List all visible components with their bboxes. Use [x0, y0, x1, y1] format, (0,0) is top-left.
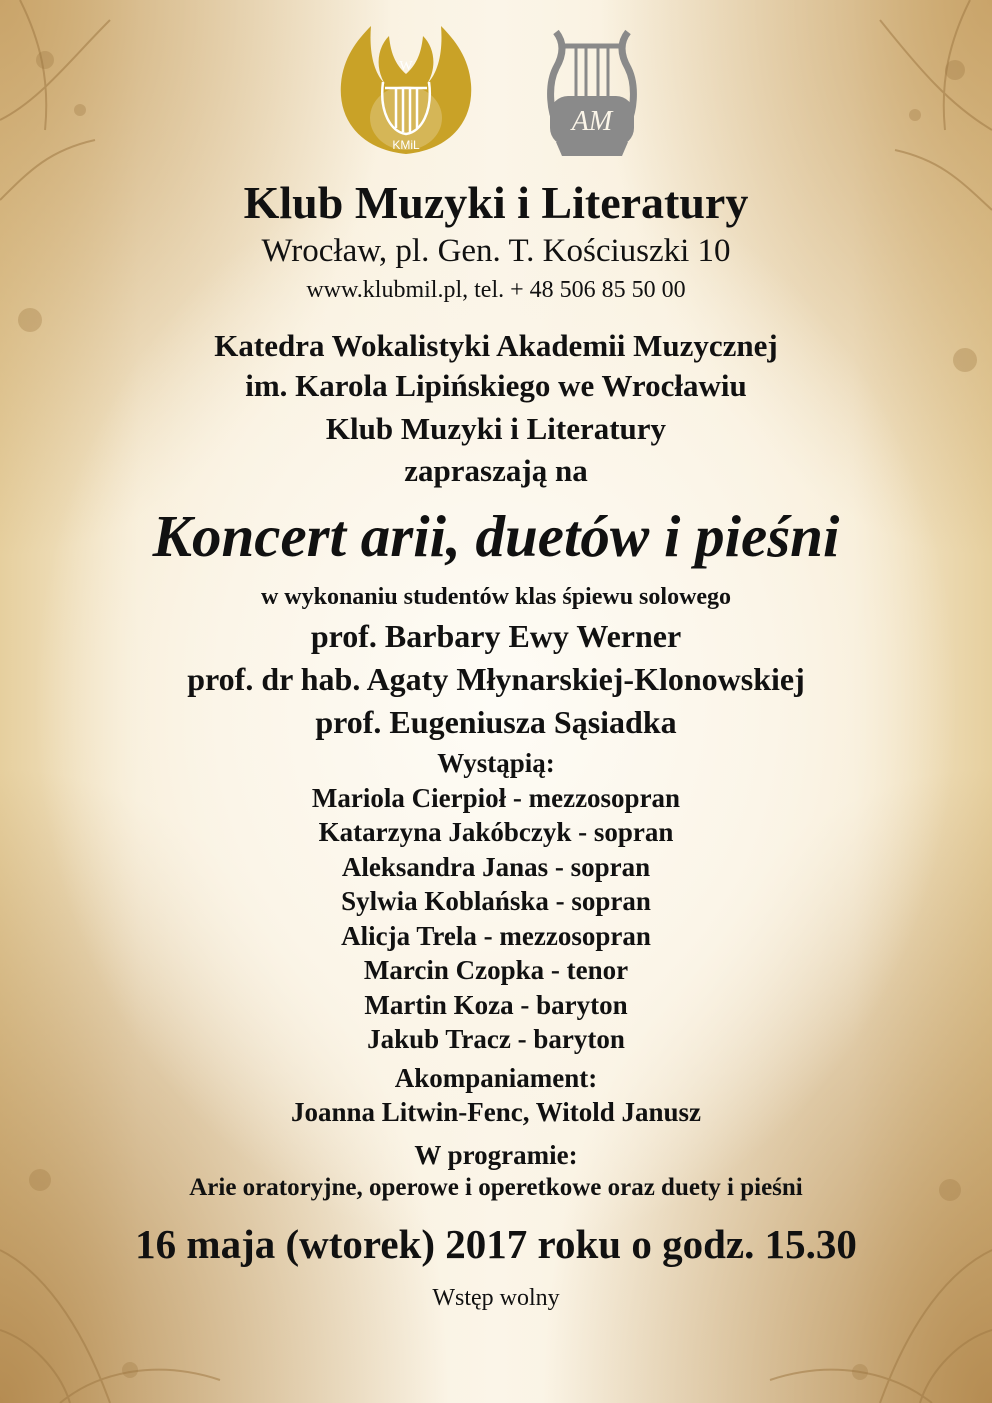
- club-contact: www.klubmil.pl, tel. + 48 506 85 50 00: [306, 277, 686, 303]
- performer-item: Jakub Tracz - baryton: [367, 1024, 625, 1054]
- performers-intro: w wykonaniu studentów klas śpiewu solowego: [260, 584, 732, 610]
- accompaniment-names: Joanna Litwin-Fenc, Witold Janusz: [290, 1097, 702, 1127]
- performer-item: Sylwia Koblańska - sopran: [341, 886, 651, 916]
- professor-name: prof. Barbary Ewy Werner: [310, 618, 682, 654]
- club-address: Wrocław, pl. Gen. T. Kościuszki 10: [261, 233, 731, 269]
- organizer-line: im. Karola Lipińskiego we Wrocławiu: [245, 368, 747, 403]
- performer-item: Martin Koza - baryton: [364, 990, 628, 1020]
- program-description: Arie oratoryjne, operowe i operetkowe oraz duety i pieśni: [189, 1174, 803, 1201]
- performer-item: Mariola Cierpioł - mezzosopran: [311, 783, 681, 813]
- performer-item: Marcin Czopka - tenor: [363, 955, 629, 985]
- invitation-line: zapraszają na: [404, 453, 588, 488]
- program-heading: W programie:: [414, 1140, 578, 1170]
- professor-name: prof. Eugeniusza Sąsiadka: [315, 704, 677, 740]
- performer-item: Aleksandra Janas - sopran: [341, 852, 651, 882]
- professor-name: prof. dr hab. Agaty Młynarskiej-Klonowskiej: [187, 661, 805, 697]
- performer-item: Alicja Trela - mezzosopran: [341, 921, 651, 951]
- concert-title: Koncert arii, duetów i pieśni: [152, 503, 840, 569]
- organizer-line: Klub Muzyki i Literatury: [325, 411, 667, 446]
- academy-logo: [542, 24, 642, 160]
- kmil-mark: W: [399, 59, 413, 74]
- club-name: Klub Muzyki i Literatury: [243, 177, 749, 228]
- kmil-logo: [333, 22, 479, 162]
- organizer-line: Katedra Wokalistyki Akademii Muzycznej: [214, 328, 778, 363]
- lyre-icon: [550, 32, 634, 156]
- performer-item: Katarzyna Jakóbczyk - sopran: [318, 817, 674, 847]
- entry-note: Wstęp wolny: [432, 1285, 560, 1311]
- kmil-text: KMiL: [392, 138, 420, 152]
- performers-heading: Wystąpią:: [437, 748, 555, 778]
- concert-date: 16 maja (wtorek) 2017 roku o godz. 15.30: [135, 1221, 857, 1267]
- academy-monogram: AM: [571, 106, 613, 137]
- accompaniment-heading: Akompaniament:: [394, 1063, 598, 1093]
